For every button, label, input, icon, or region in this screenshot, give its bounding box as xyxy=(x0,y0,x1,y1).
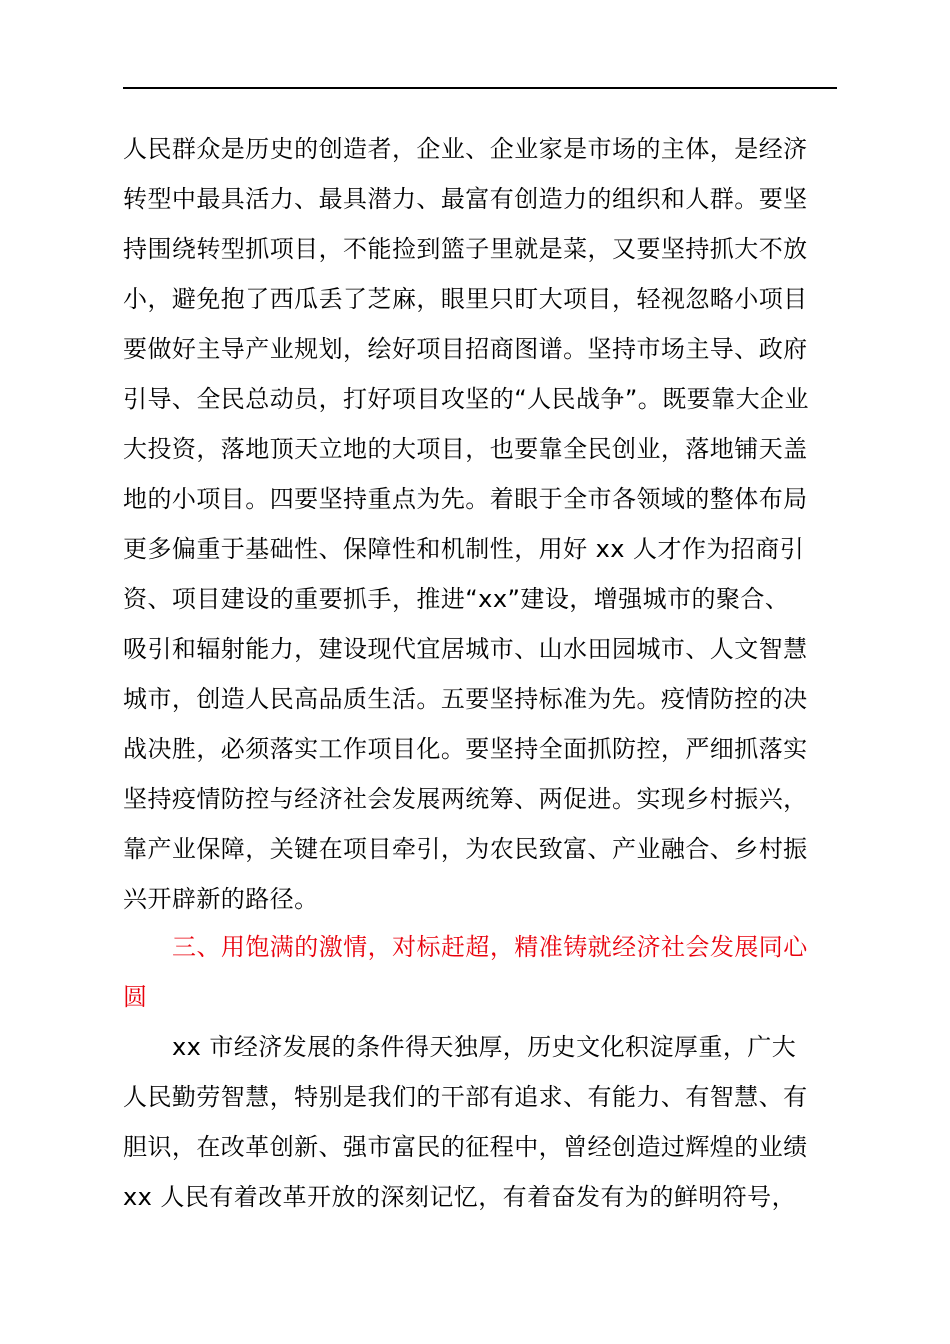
body-line: 资、项目建设的重要抓手，推进“xx”建设，增强城市的聚合、 xyxy=(123,585,790,613)
section-heading-line: 圆 xyxy=(123,983,148,1011)
body-line: 要做好主导产业规划，绘好项目招商图谱。坚持市场主导、政府 xyxy=(123,335,808,363)
section-heading-line: 三、用饱满的激情，对标赶超，精准铸就经济社会发展同心 xyxy=(172,933,808,961)
body-line: 更多偏重于基础性、保障性和机制性，用好 xx 人才作为招商引 xyxy=(123,535,805,563)
body-line: 地的小项目。四要坚持重点为先。着眼于全市各领域的整体布局 xyxy=(123,485,808,513)
body-line: 转型中最具活力、最具潜力、最富有创造力的组织和人群。要坚 xyxy=(123,185,808,213)
body-line: 人民群众是历史的创造者，企业、企业家是市场的主体，是经济 xyxy=(123,135,808,163)
body-line: 坚持疫情防控与经济社会发展两统筹、两促进。实现乡村振兴， xyxy=(123,785,808,813)
body-line: 引导、全民总动员，打好项目攻坚的“人民战争”。既要靠大企业 xyxy=(123,385,809,413)
body-line: 持围绕转型抓项目，不能捡到篮子里就是菜，又要坚持抓大不放 xyxy=(123,235,808,263)
body-line: 胆识，在改革创新、强市富民的征程中，曾经创造过辉煌的业绩 xyxy=(123,1133,808,1161)
body-line: xx 市经济发展的条件得天独厚，历史文化积淀厚重，广大 xyxy=(172,1033,797,1061)
body-line: 靠产业保障，关键在项目牵引，为农民致富、产业融合、乡村振 xyxy=(123,835,808,863)
body-line: 城市，创造人民高品质生活。五要坚持标准为先。疫情防控的决 xyxy=(123,685,808,713)
body-line: 大投资，落地顶天立地的大项目，也要靠全民创业，落地铺天盖 xyxy=(123,435,808,463)
body-line: xx 人民有着改革开放的深刻记忆，有着奋发有为的鲜明符号， xyxy=(123,1183,797,1211)
header-rule xyxy=(123,87,837,89)
body-line: 战决胜，必须落实工作项目化。要坚持全面抓防控，严细抓落实 xyxy=(123,735,808,763)
body-line: 吸引和辐射能力，建设现代宜居城市、山水田园城市、人文智慧 xyxy=(123,635,808,663)
body-line: 人民勤劳智慧，特别是我们的干部有追求、有能力、有智慧、有 xyxy=(123,1083,808,1111)
body-line: 兴开辟新的路径。 xyxy=(123,885,319,913)
body-line: 小，避免抱了西瓜丢了芝麻，眼里只盯大项目，轻视忽略小项目 xyxy=(123,285,808,313)
